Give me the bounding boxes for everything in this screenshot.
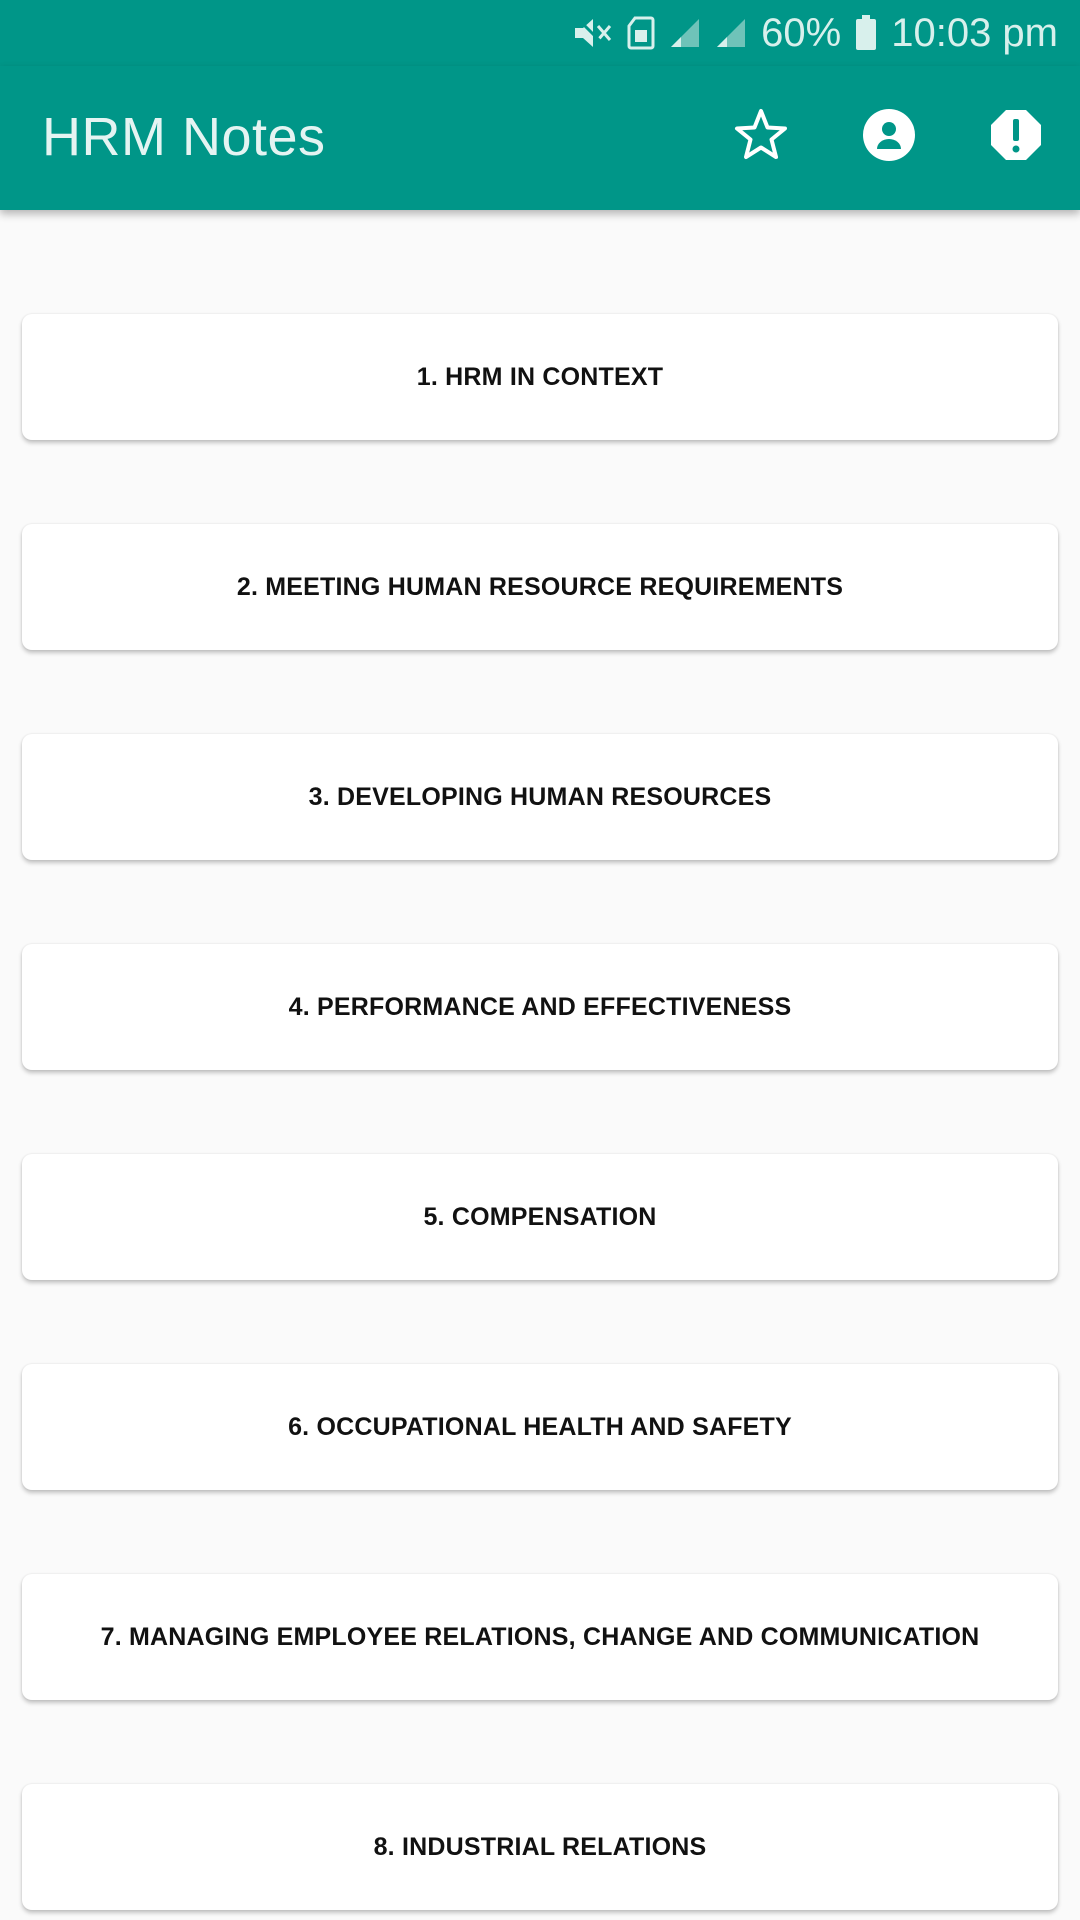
battery-icon	[855, 15, 877, 51]
topic-label: 1. HRM IN CONTEXT	[416, 362, 664, 391]
account-button[interactable]	[856, 104, 922, 170]
topic-label: 3. DEVELOPING HUMAN RESOURCES	[308, 782, 772, 811]
topic-label: 8. INDUSTRIAL RELATIONS	[373, 1832, 707, 1861]
account-icon	[861, 107, 917, 168]
status-bar	[0, 0, 1080, 66]
clock: 10:03 pm	[891, 10, 1058, 55]
alert-icon	[988, 107, 1044, 168]
mute-icon	[573, 16, 613, 50]
report-button[interactable]	[983, 104, 1049, 170]
topic-card[interactable]	[22, 1154, 1058, 1280]
topic-card[interactable]	[22, 524, 1058, 650]
signal-icon	[669, 17, 701, 49]
status-icons	[573, 8, 1058, 58]
topic-card[interactable]	[22, 1784, 1058, 1910]
topic-list	[0, 210, 1080, 1920]
sim-icon	[627, 16, 655, 50]
topic-card[interactable]	[22, 944, 1058, 1070]
topic-card[interactable]	[22, 1574, 1058, 1700]
topic-label: 5. COMPENSATION	[423, 1202, 657, 1231]
topic-card[interactable]	[22, 734, 1058, 860]
battery-percent: 60%	[761, 10, 842, 55]
topic-card[interactable]	[22, 1364, 1058, 1490]
topic-label: 6. OCCUPATIONAL HEALTH AND SAFETY	[288, 1412, 792, 1441]
topic-label: 7. MANAGING EMPLOYEE RELATIONS, CHANGE AND COMMUNICATION	[100, 1622, 980, 1651]
topic-label: 4. PERFORMANCE AND EFFECTIVENESS	[288, 992, 792, 1021]
topic-card[interactable]	[22, 314, 1058, 440]
topic-label: 2. MEETING HUMAN RESOURCE REQUIREMENTS	[236, 572, 844, 601]
app-title: HRM Notes	[42, 107, 326, 167]
favorites-button[interactable]	[728, 104, 794, 170]
star-icon	[733, 107, 789, 168]
signal-icon	[715, 17, 747, 49]
app-bar	[0, 66, 1080, 210]
